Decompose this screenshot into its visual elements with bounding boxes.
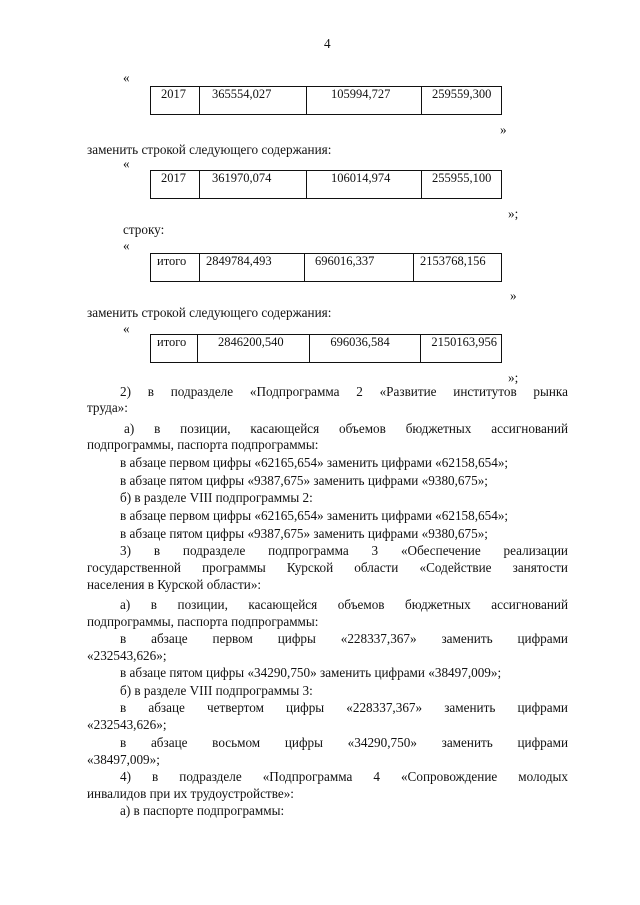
table-cell: 361970,074 [200,171,307,199]
paragraph-line: в абзаце пятом цифры «9387,675» заменить цифрами «9380,675»; [120,473,488,488]
table-cell: 696016,337 [305,254,414,282]
paragraph-line: 4) в подразделе «Подпрограмма 4 «Сопровождение молодых [120,769,568,784]
table-row-new-total [150,334,502,363]
table-cell: 2846200,540 [197,335,309,363]
paragraph-line: а) в позиции, касающейся объемов бюджетных ассигнований [124,421,568,436]
paragraph-line: в абзаце восьмом цифры «34290,750» заменить цифрами [120,735,568,750]
paragraph-line: государственной программы Курской области «Содействие занятости [87,560,568,575]
table-cell: 2017 [151,171,200,199]
table-row-old-total [150,253,502,282]
paragraph-line: 3) в подразделе подпрограмма 3 «Обеспечение реализации [120,543,568,558]
table-cell: 105994,727 [307,87,422,115]
quote-close-semicolon: »; [508,206,519,221]
paragraph-line: в абзаце пятом цифры «9387,675» заменить цифрами «9380,675»; [120,526,488,541]
paragraph-line: «232543,626»; [87,717,167,732]
paragraph-line: «232543,626»; [87,648,167,663]
paragraph-line: подпрограммы, паспорта подпрограммы: [87,614,319,629]
paragraph-line: в абзаце пятом цифры «34290,750» заменить цифрами «38497,009»; [120,665,502,680]
paragraph-line: 2) в подразделе «Подпрограмма 2 «Развитие институтов рынка [120,384,568,399]
paragraph-line: «38497,009»; [87,752,160,767]
table-cell: 259559,300 [422,87,502,115]
paragraph-line: подпрограммы, паспорта подпрограммы: [87,437,319,452]
paragraph-line: в абзаце первом цифры «228337,367» заменить цифрами [120,631,568,646]
table-cell: итого [151,254,200,282]
paragraph-line: в абзаце первом цифры «62165,654» заменить цифрами «62158,654»; [120,455,509,470]
table-row-old-2017 [150,86,502,115]
paragraph-line: инвалидов при их трудоустройстве»: [87,786,294,801]
table-cell: 2849784,493 [200,254,305,282]
replace-label: заменить строкой следующего содержания: [87,305,332,320]
replace-label: заменить строкой следующего содержания: [87,142,332,157]
table-cell: итого [151,335,198,363]
paragraph-line: в абзаце первом цифры «62165,654» заменить цифрами «62158,654»; [120,508,509,523]
paragraph-line: б) в разделе VIII подпрограммы 2: [120,490,313,505]
quote-open: « [123,321,130,336]
paragraph-line: труда»: [87,400,128,415]
table-cell: 696036,584 [310,335,421,363]
quote-close: » [510,288,517,303]
quote-open: « [123,156,130,171]
paragraph-line: населения в Курской области»: [87,577,262,592]
table-cell: 255955,100 [422,171,502,199]
paragraph-line: а) в паспорте подпрограммы: [120,803,285,818]
table-cell: 2153768,156 [414,254,502,282]
intro-text: строку: [123,222,165,237]
quote-open: « [123,70,130,85]
table-row-new-2017 [150,170,502,199]
paragraph-line: б) в разделе VIII подпрограммы 3: [120,683,313,698]
quote-close: » [500,122,507,137]
paragraph-line: а) в позиции, касающейся объемов бюджетных ассигнований [120,597,568,612]
quote-open: « [123,238,130,253]
page-number: 4 [324,36,331,51]
table-cell: 106014,974 [307,171,422,199]
quote-close-semicolon: »; [508,370,519,385]
table-cell: 2150163,956 [421,335,502,363]
table-cell: 2017 [151,87,200,115]
paragraph-line: в абзаце четвертом цифры «228337,367» заменить цифрами [120,700,568,715]
table-cell: 365554,027 [200,87,307,115]
